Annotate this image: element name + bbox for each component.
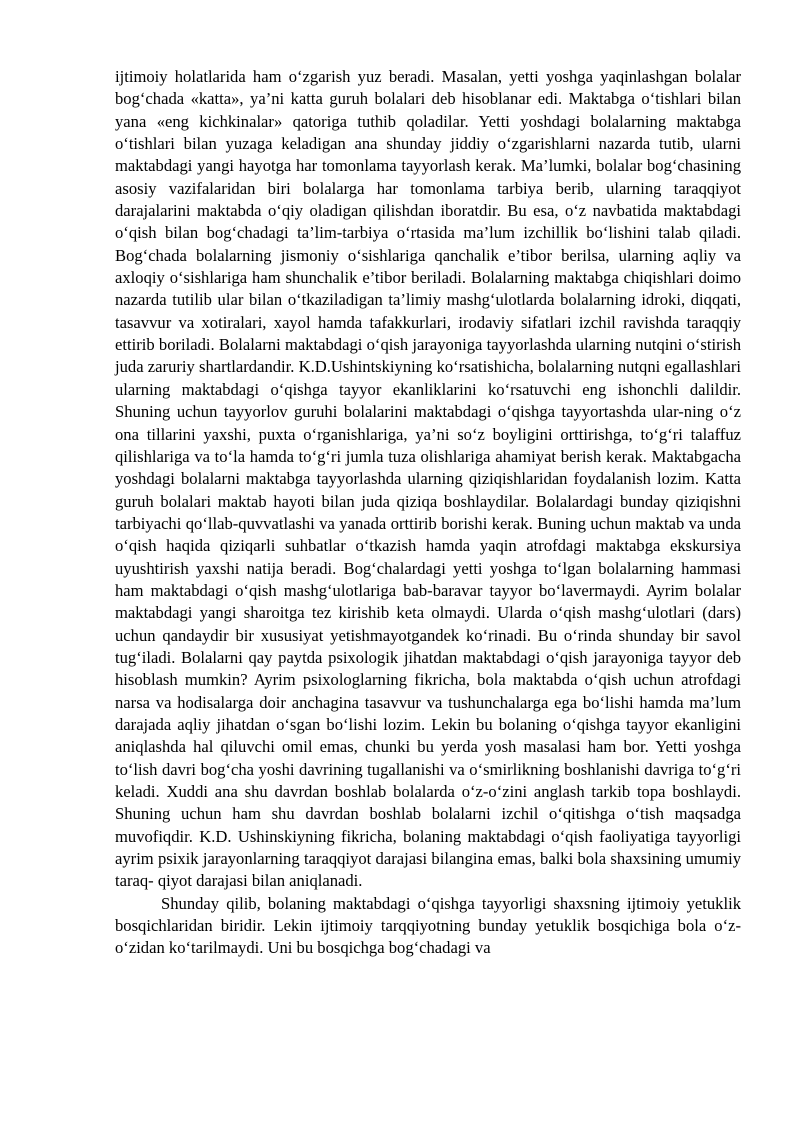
- paragraph-2: Shunday qilib, bolaning maktabdagi o‘qishga tayyorligi shaxsning ijtimoiy yetuklik bosqichlaridan biridir. Lekin ijtimoiy tarqqiyotning bunday yetuklik bosqichiga bola o‘z-o‘zidan ko‘tarilmaydi. Uni bu bosqichga bog‘chadagi va: [115, 893, 741, 958]
- paragraph-1: ijtimoiy holatlarida ham o‘zgarish yuz beradi. Masalan, yetti yoshga yaqinlashgan bolalar bog‘chada «katta», ya’ni katta guruh bolalari deb hisoblanar edi. Maktabga o‘tishlari bilan yana «eng kichkinalar» qatoriga tuthib qoladilar. Yetti yoshdagi bolalarning maktabga o‘tishlari bilan yuzaga keladigan ana shunday jiddiy o‘zgarishlarni nazarda tutib, ularni maktabdagi yangi hayotga har tomonlama tayyorlash kerak. Ma’lumki, bolalar bog‘chasining asosiy vazifalaridan biri bolalarga har tomonlama tarbiya berib, ularning taraqqiyot darajalarini maktabda o‘qiy oladigan qilishdan iboratdir. Bu esa, o‘z navbatida maktabdagi o‘qish bilan bog‘chadagi ta’lim-tarbiya o‘rtasida ma’lum izchillik bo‘lishini talab qiladi. Bog‘chada bolalarning jismoniy o‘sishlariga qanchalik e’tibor berilsa, ularning aqliy va axloqiy o‘sishlariga ham shunchalik e’tibor beriladi. Bolalarning maktabga chiqishlari doimo nazarda tutilib ular bilan o‘tkaziladigan ta’limiy mashg‘ulotlarda bolalarning idroki, diqqati, tasavvur va xotiralari, xayol hamda tafakkurlari, irodaviy sifatlari izchil ravishda taraqqiy ettirib boriladi. Bolalarni maktabdagi o‘qish jarayoniga tayyorlashda ularning nutqini o‘stirish juda zaruriy shartlardandir. K.D.Ushintskiyning ko‘rsatishicha, bolalarning nutqni egallashlari ularning maktabdagi o‘qishga tayyor ekanliklarini ko‘rsatuvchi eng ishonchli dalildir. Shuning uchun tayyorlov guruhi bolalarini maktabdagi o‘qishga tayyortashda ular-ning o‘z ona tillarini yaxshi, puxta o‘rganishlariga, ya’ni so‘z boyligini orttirishga, to‘g‘ri talaffuz qilishlariga va to‘la hamda to‘g‘ri jumla tuza olishlariga ahamiyat berish kerak. Maktabgacha yoshdagi bolalarni maktabga tayyorlashda ularning qiziqishlaridan foydalanish lozim. Katta guruh bolalari maktab hayoti bilan juda qiziqa boshlaydilar. Bolalardagi bunday qiziqishni tarbiyachi qo‘llab-quvvatlashi va yanada orttirib borishi kerak. Buning uchun maktab va unda o‘qish haqida qiziqarli suhbatlar o‘tkazish hamda yaqin atrofdagi maktabga ekskursiya uyushtirish yaxshi natija beradi. Bog‘chalardagi yetti yoshga to‘lgan bolalarning hammasi ham maktabdagi o‘qish mashg‘ulotlariga bab-baravar tayyor bo‘lavermaydi. Ayrim bolalar maktabdagi yangi sharoitga tez kirishib keta olmaydi. Ularda o‘qish mashg‘ulotlari (dars) uchun qandaydir bir xususiyat yetishmayotgandek ko‘rinadi. Bu o‘rinda shunday bir savol tug‘iladi. Bolalarni qay paytda psixologik jihatdan maktabdagi o‘qish jarayoniga tayyor deb hisoblash mumkin? Ayrim psixologlarning fikricha, bola maktabda o‘qish uchun atrofdagi narsa va hodisalarga doir anchagina tasavvur va tushunchalarga ega bo‘lishi hamda ma’lum darajada aqliy jihatdan o‘sgan bo‘lishi lozim. Lekin bu bolaning o‘qishga tayyor ekanligini aniqlashda hal qiluvchi omil emas, chunki bu yerda yosh masalasi ham bor. Yetti yoshga to‘lish davri bog‘cha yoshi davrining tugallanishi va o‘smirlikning boshlanishi davriga to‘g‘ri keladi. Xuddi ana shu davrdan boshlab bolalarda o‘z-o‘zini anglash tarkib topa boshlaydi. Shuning uchun ham shu davrdan boshlab bolalarni izchil o‘qitishga o‘tish maqsadga muvofiqdir. K.D. Ushinskiyning fikricha, bolaning maktabdagi o‘qish faoliyatiga tayyorligi ayrim psixik jarayonlarning taraqqiyot darajasi bilangina emas, balki bola shaxsining umumiy taraq- qiyot darajasi bilan aniqlanadi.: [115, 67, 741, 891]
- document-page: [115, 66, 741, 960]
